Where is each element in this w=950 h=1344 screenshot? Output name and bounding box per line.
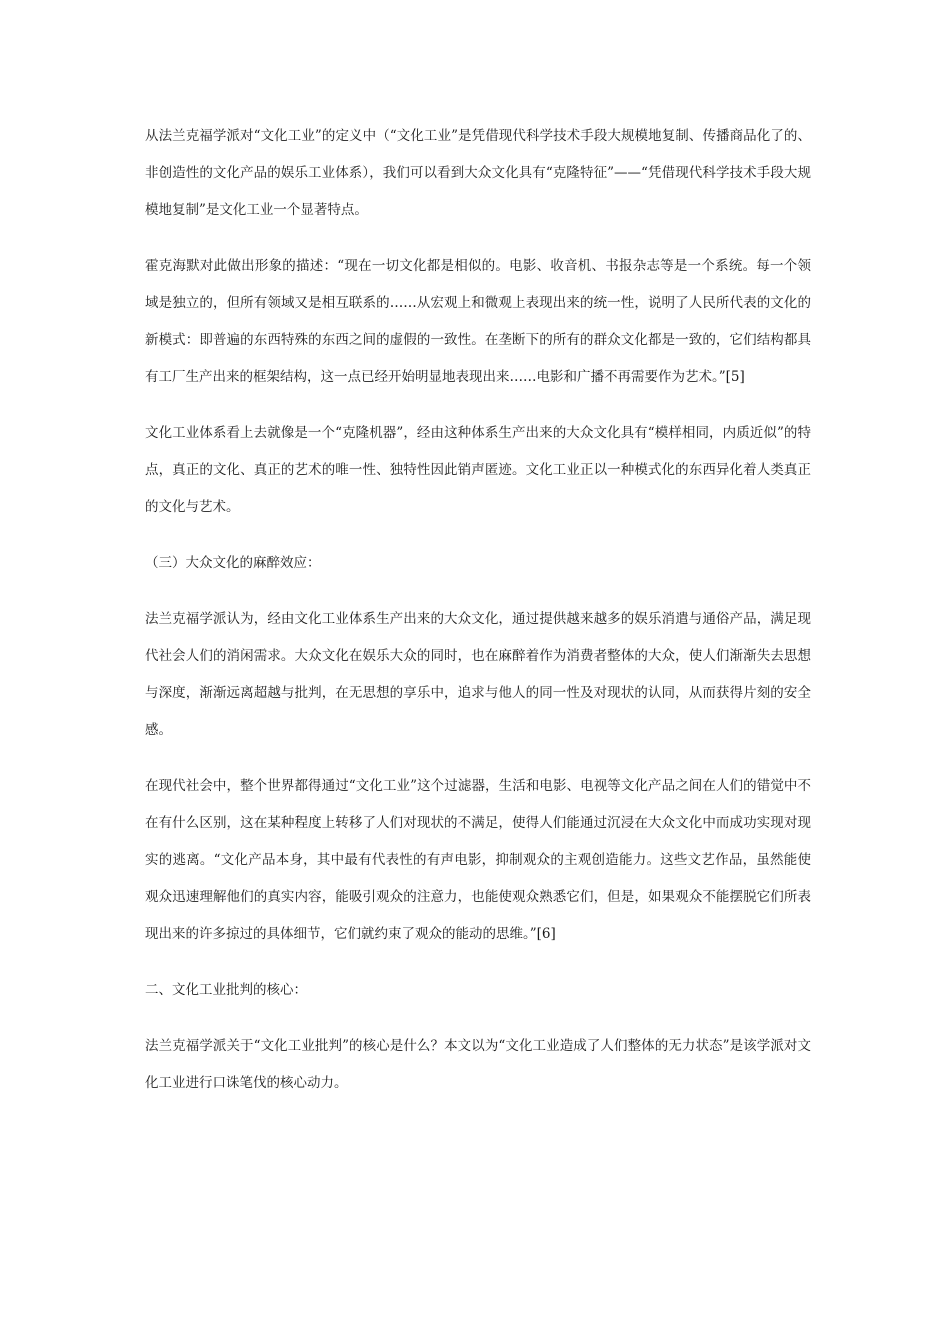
paragraph-clone-feature: 从法兰克福学派对“文化工业”的定义中（“文化工业”是凭借现代科学技术手段大规模地复制、传播商品化了的、非创造性的文化产品的娱乐工业体系），我们可以看到大众文化具有“克隆特征”——“凭借现代科学技术手段大规模地复制”是文化工业一个显著特点。 <box>145 128 811 218</box>
section-heading-critique-core: 二、文化工业批判的核心： <box>145 982 307 998</box>
paragraph-filter: 在现代社会中，整个世界都得通过“文化工业”这个过滤器，生活和电影、电视等文化产品之间在人们的错觉中不在有什么区别，这在某种程度上转移了人们对现状的不满足，使得人们能通过沉浸在大众文化中而成功实现对现实的逃离。“文化产品本身，其中最有代表性的有声电影，抑制观众的主观创造能力。这些文艺作品，虽然能使观众迅速理解他们的真实内容，能吸引观众的注意力，也能使观众熟悉它们，但是，如果观众不能摆脱它们所表现出来的许多掠过的具体细节，它们就约束了观众的能动的思维。”[6] <box>145 778 811 942</box>
paragraph-horkheimer-quote: 霍克海默对此做出形象的描述：“现在一切文化都是相似的。电影、收音机、书报杂志等是一个系统。每一个领域是独立的，但所有领域又是相互联系的……从宏观上和微观上表现出来的统一性，说明了人民所代表的文化的新模式：即普遍的东西特殊的东西之间的虚假的一致性。在垄断下的所有的群众文化都是一致的，它们结构都具有工厂生产出来的框架结构，这一点已经开始明显地表现出来……电影和广播不再需要作为艺术。”[5] <box>145 258 811 385</box>
paragraph-narcotic-effect: 法兰克福学派认为，经由文化工业体系生产出来的大众文化，通过提供越来越多的娱乐消遣与通俗产品，满足现代社会人们的消闲需求。大众文化在娱乐大众的同时，也在麻醉着作为消费者整体的大众，使人们渐渐失去思想与深度，渐渐远离超越与批判，在无思想的享乐中，追求与他人的同一性及对现状的认同，从而获得片刻的安全感。 <box>145 611 811 738</box>
paragraph-clone-machine: 文化工业体系看上去就像是一个“克隆机器”，经由这种体系生产出来的大众文化具有“模样相同，内质近似”的特点，真正的文化、真正的艺术的唯一性、独特性因此销声匿迹。文化工业正以一种模式化的东西异化着人类真正的文化与艺术。 <box>145 425 811 515</box>
document-body <box>145 118 811 1121</box>
section-heading-narcotic-effect: （三）大众文化的麻醉效应： <box>145 555 321 571</box>
paragraph-critique-core: 法兰克福学派关于“文化工业批判”的核心是什么？本文以为“文化工业造成了人们整体的无力状态”是该学派对文化工业进行口诛笔伐的核心动力。 <box>145 1038 811 1091</box>
